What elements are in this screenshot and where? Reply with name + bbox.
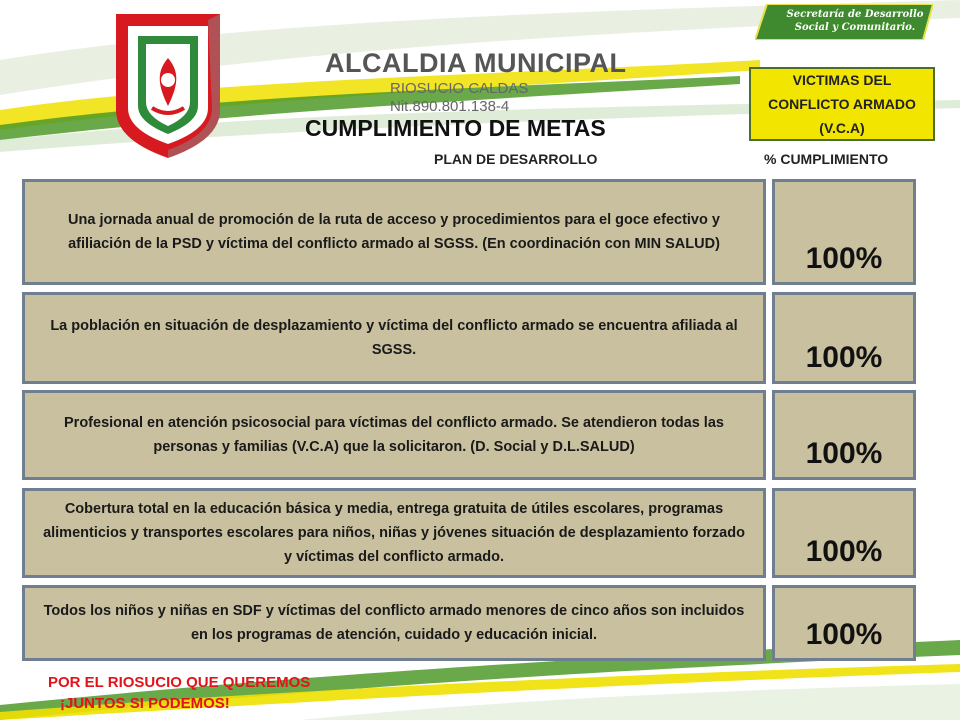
department-tag-line1: Secretaría de Desarrollo (786, 9, 924, 20)
department-tag-line2: Social y Comunitario. (794, 22, 916, 33)
page-subtitle: PLAN DE DESARROLLO (434, 151, 598, 167)
org-city: RIOSUCIO CALDAS (390, 80, 529, 97)
department-tag-text (780, 8, 930, 34)
org-name: ALCALDIA MUNICIPAL (325, 48, 627, 78)
footer-slogan-1: POR EL RIOSUCIO QUE QUEREMOS (48, 674, 311, 691)
goal-row-percent: 100% (772, 585, 916, 661)
goal-row-text: Cobertura total en la educación básica y media, entrega gratuita de útiles escolares, programas alimenticios y transportes escolares para niños, niñas y jóvenes situación de desplazamiento forzado y víctimas del conflicto armado. (22, 488, 766, 578)
goal-row-text: La población en situación de desplazamiento y víctima del conflicto armado se encuentra afiliada al SGSS. (22, 292, 766, 384)
footer-slogan-2: ¡JUNTOS SI PODEMOS! (60, 695, 230, 712)
percent-column-label: % CUMPLIMIENTO (764, 151, 889, 167)
page-title: CUMPLIMIENTO DE METAS (305, 115, 606, 141)
goal-row-percent: 100% (772, 179, 916, 285)
org-nit: Nit.890.801.138-4 (390, 98, 510, 115)
goal-row-text: Todos los niños y niñas en SDF y víctimas del conflicto armado menores de cinco años son incluidos en los programas de atención, cuidado y educación inicial. (22, 585, 766, 661)
goal-row-percent: 100% (772, 292, 916, 384)
goal-row-percent: 100% (772, 488, 916, 578)
goal-row-percent: 100% (772, 390, 916, 480)
goal-row-text: Profesional en atención psicosocial para víctimas del conflicto armado. Se atendieron todas las personas y familias (V.C.A) que la solicitaron. (D. Social y D.L.SALUD) (22, 390, 766, 480)
municipality-shield-logo (112, 10, 224, 160)
goal-row-text: Una jornada anual de promoción de la ruta de acceso y procedimientos para el goce efectivo y afiliación de la PSD y víctima del conflicto armado al SGSS. (En coordinación con MIN SALUD) (22, 179, 766, 285)
category-box: VICTIMAS DEL CONFLICTO ARMADO (V.C.A) (749, 67, 935, 141)
